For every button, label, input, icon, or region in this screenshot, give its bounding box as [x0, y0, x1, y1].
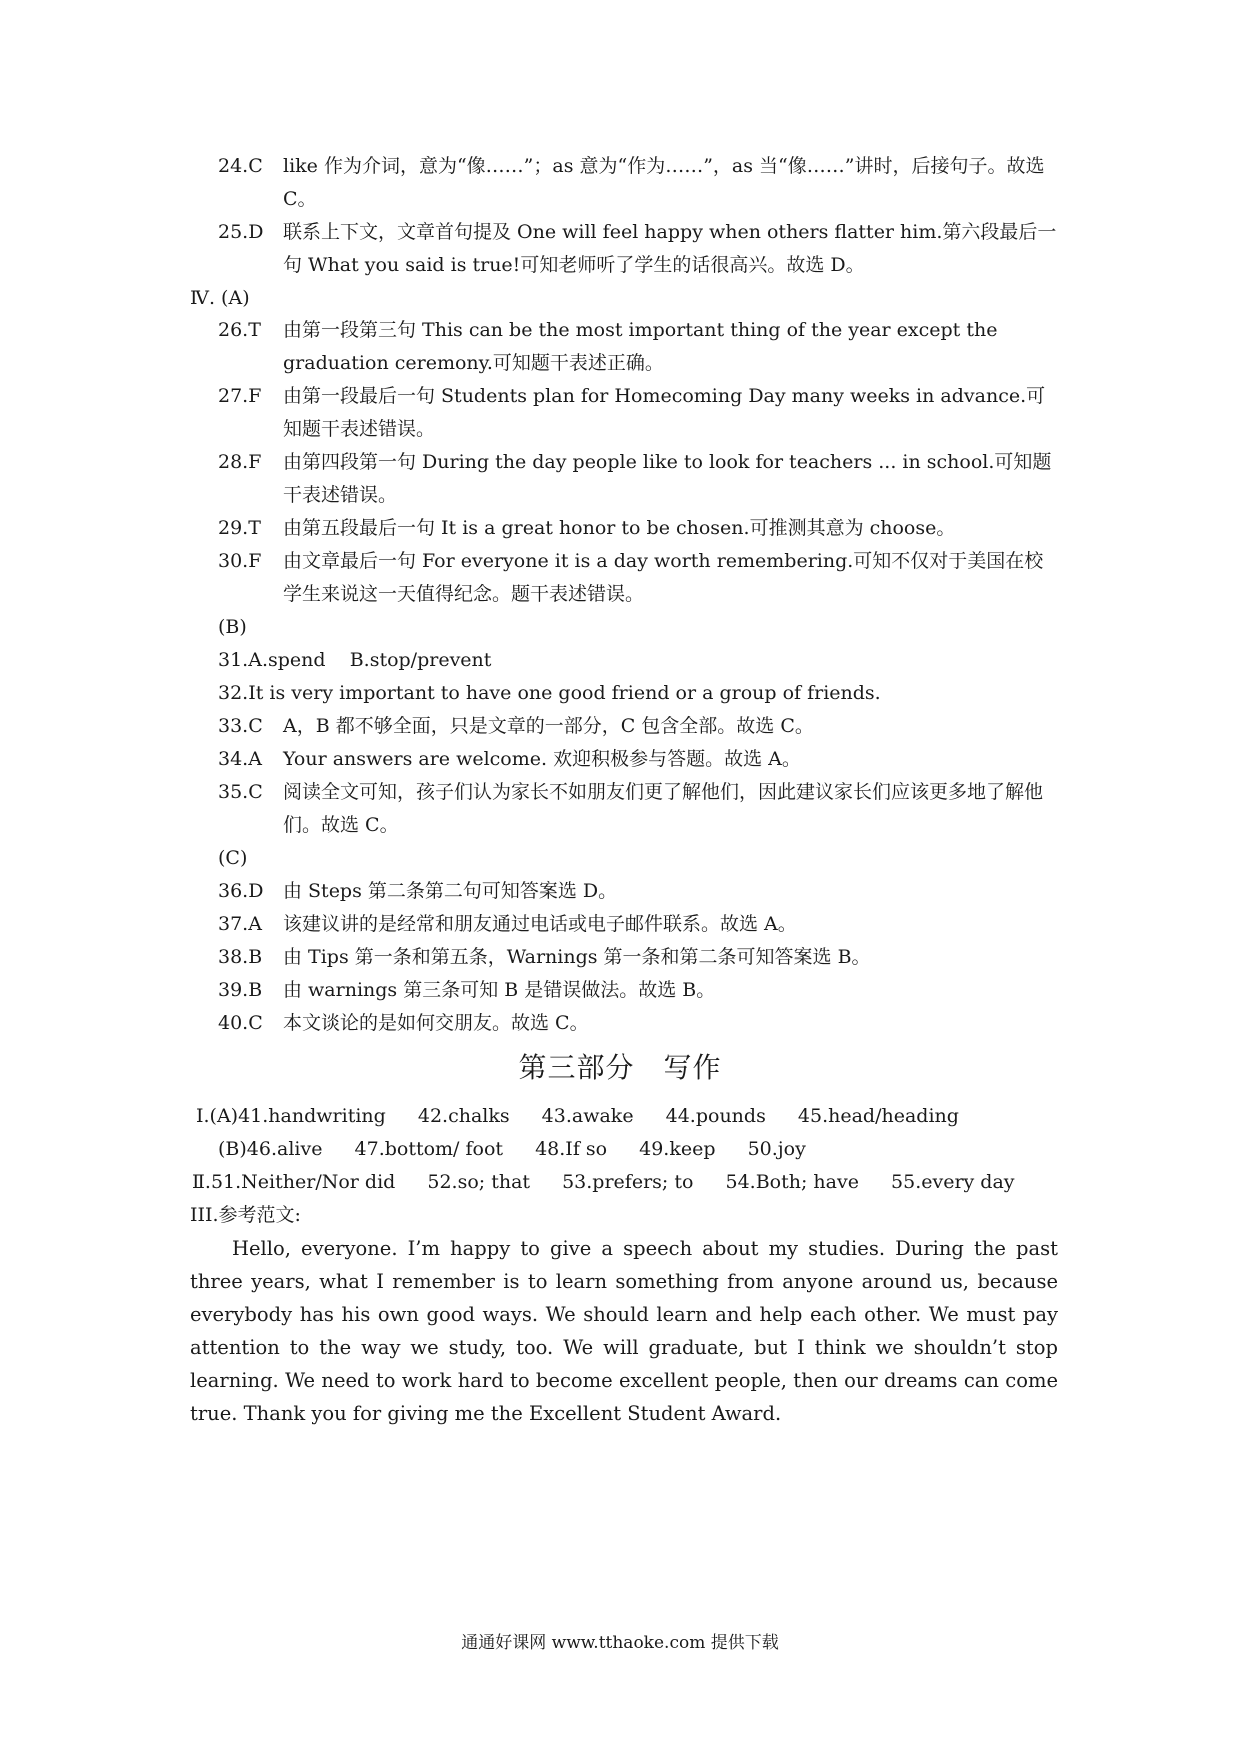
answer-explanation: 该建议讲的是经常和朋友通过电话或电子邮件联系。故选 A。	[283, 913, 797, 935]
writing-answer: 52.so; that	[427, 1171, 531, 1193]
answer-item	[218, 512, 1058, 545]
writing-answer: 47.bottom/ foot	[354, 1138, 504, 1160]
writing-answer: 43.awake	[541, 1105, 634, 1127]
writing-answer: 49.keep	[639, 1138, 716, 1160]
section-label: (C)	[218, 847, 248, 869]
answer-explanation: 由文章最后一句 For everyone it is a day worth remembering.可知不仅对于美国在校学生来说这一天值得纪念。题干表述错误。	[283, 550, 1044, 605]
page-footer: 通通好课网 www.tthaoke.com 提供下载	[461, 1633, 779, 1653]
part-title: 第三部分 写作	[518, 1051, 722, 1084]
answer-item	[218, 941, 1058, 974]
answer-explanation: 由第四段第一句 During the day people like to look for teachers ... in school.可知题干表述错误。	[283, 451, 1052, 506]
answer-number: 28.F	[218, 451, 262, 473]
answer-explanation: 由 Steps 第二条第二句可知答案选 D。	[283, 880, 618, 902]
section-label: Ⅳ. (A)	[190, 287, 250, 309]
answer-number: 35.C	[218, 781, 263, 803]
answer-number: 38.B	[218, 946, 263, 968]
answer-explanation: 由 Tips 第一条和第五条，Warnings 第一条和第二条可知答案选 B。	[283, 946, 871, 968]
answer-explanation: 由第一段最后一句 Students plan for Homecoming Day many weeks in advance.可知题干表述错误。	[283, 385, 1046, 440]
answer-item	[218, 974, 1058, 1007]
writing-answer: (B)46.alive	[218, 1138, 323, 1160]
answer-item	[218, 545, 1058, 611]
answer-explanation: Your answers are welcome. 欢迎积极参与答题。故选 A。	[283, 748, 801, 770]
answer-number: 29.T	[218, 517, 261, 539]
answer-number: 39.B	[218, 979, 263, 1001]
answer-number: 27.F	[218, 385, 262, 407]
answer-item	[218, 908, 1058, 941]
answer-explanation: 阅读全文可知，孩子们认为家长不如朋友们更了解他们，因此建议家长们应该更多地了解他们。故选 C。	[283, 781, 1044, 836]
answer-explanation: A，B 都不够全面，只是文章的一部分，C 包含全部。故选 C。	[283, 715, 814, 737]
writing-answer: 48.If so	[535, 1138, 608, 1160]
answer-explanation: like 作为介词，意为“像……”；as 意为“作为……”，as 当“像……”讲时，后接句子。故选 C。	[283, 155, 1045, 210]
writing-answer: 44.pounds	[665, 1105, 766, 1127]
writing-answer: 45.head/heading	[797, 1105, 959, 1127]
answer-item	[218, 776, 1058, 842]
answer-item	[218, 710, 1058, 743]
sample-essay-label: III.参考范文:	[190, 1204, 301, 1226]
answer-number: 25.D	[218, 221, 264, 243]
answer-item	[218, 380, 1058, 446]
answer-number: 34.A	[218, 748, 262, 770]
writing-answers-row	[196, 1100, 985, 1133]
writing-answer: Ⅰ.(A)41.handwriting	[196, 1105, 386, 1127]
sample-essay: Hello, everyone. I’m happy to give a speech about my studies. During the past three years, what I remember is to learn something from anyone around us, because everybody has his own good ways. We should learn and help each other. We must pay attention to the way we study, too. We will graduate, but I think we shouldn’t stop learning. We need to work hard to become excellent people, then our dreams can come true. Thank you for giving me the Excellent Student Award.	[190, 1237, 1058, 1425]
writing-answer: 54.Both; have	[725, 1171, 859, 1193]
writing-answers-row	[218, 1133, 832, 1166]
writing-answer: 50.joy	[747, 1138, 806, 1160]
answer-line: 32.It is very important to have one good friend or a group of friends.	[218, 682, 881, 704]
answer-number: 40.C	[218, 1012, 263, 1034]
writing-answers-row	[192, 1166, 1041, 1199]
answer-item	[218, 743, 1058, 776]
answer-item	[218, 150, 1058, 216]
answer-item	[218, 875, 1058, 908]
answer-number: 30.F	[218, 550, 262, 572]
answer-number: 36.D	[218, 880, 264, 902]
answer-item	[218, 446, 1058, 512]
writing-answer: Ⅱ.51.Neither/Nor did	[192, 1171, 396, 1193]
answer-explanation: 由 warnings 第三条可知 B 是错误做法。故选 B。	[283, 979, 716, 1001]
writing-answer: 55.every day	[891, 1171, 1015, 1193]
answer-number: 37.A	[218, 913, 262, 935]
writing-answer: 53.prefers; to	[562, 1171, 694, 1193]
writing-answer: 42.chalks	[417, 1105, 510, 1127]
answer-line: 31.A.spend B.stop/prevent	[218, 649, 492, 671]
answer-item	[218, 1007, 1058, 1040]
section-label: (B)	[218, 616, 247, 638]
answer-item	[218, 216, 1058, 282]
answer-explanation: 由第五段最后一句 It is a great honor to be chosen.可推测其意为 choose。	[283, 517, 956, 539]
answer-number: 24.C	[218, 155, 263, 177]
answer-number: 33.C	[218, 715, 263, 737]
answer-explanation: 联系上下文，文章首句提及 One will feel happy when others flatter him.第六段最后一句 What you said is true!可知老师听了学生的话很高兴。故选 D。	[283, 221, 1057, 276]
answer-explanation: 由第一段第三句 This can be the most important thing of the year except the graduation ceremony.可知题干表述正确。	[283, 319, 998, 374]
answer-explanation: 本文谈论的是如何交朋友。故选 C。	[283, 1012, 589, 1034]
answer-number: 26.T	[218, 319, 261, 341]
answer-item	[218, 314, 1058, 380]
